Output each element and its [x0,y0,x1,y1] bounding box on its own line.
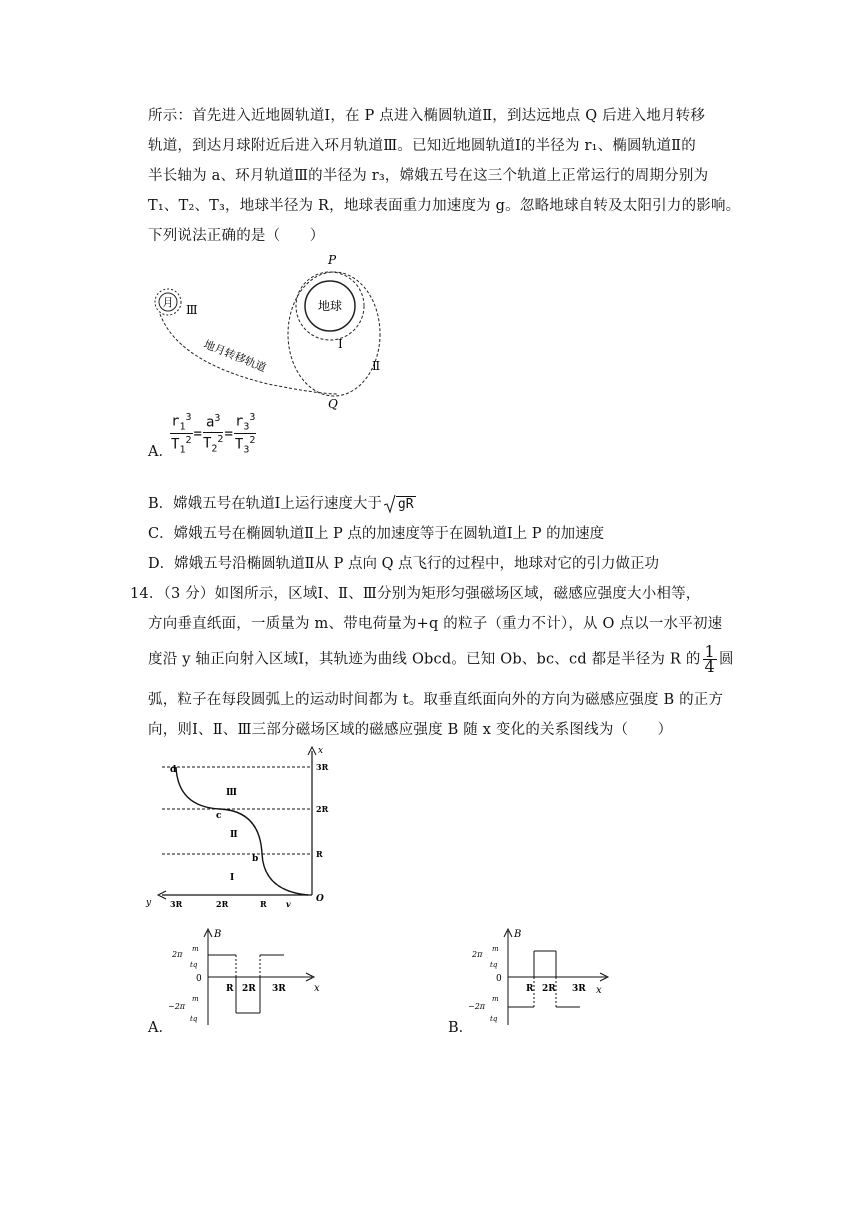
graph-a-pos-m: m [192,945,199,953]
option-c: C．嫦娥五号在椭圆轨道Ⅱ上 P 点的加速度等于在圆轨道Ⅰ上 P 的加速度 [148,526,605,542]
tick-R-vert: R [316,849,323,859]
point-d-label: d [170,765,177,775]
tick-R-horiz: R [260,899,267,909]
graph-b [468,925,628,1037]
frac-r1: $\frac{r_1^3}{T_1^2}$ [171,412,192,456]
graph-a-zero: 0 [196,974,202,984]
graph-a-axis-B: B [214,929,222,940]
transfer-label: 地月转移轨道 [201,337,268,375]
axis-x-label: x [318,746,324,756]
option-b-text: B．嫦娥五号在轨道Ⅰ上运行速度大于 [148,496,382,512]
option-d: D．嫦娥五号沿椭圆轨道Ⅱ从 P 点向 Q 点飞行的过程中，地球对它的引力做正功 [148,556,660,572]
graph-a-tick-2R: 2R [242,984,256,994]
velocity-label: v [286,899,291,909]
graph-a-neg-m: m [192,995,199,1003]
earth-label: 地球 [317,299,343,313]
option-a-label: A． [148,444,173,460]
q14-line-4: 弧，粒子在每段圆弧上的运动时间都为 t。取垂直纸面向外的方向为磁感应强度 B 的正方 [148,692,724,708]
graph-a-tick-R: R [226,984,234,994]
graph-b-pos-m: m [492,945,499,953]
orbit2-ellipse [288,272,380,396]
option-b-sqrt [384,496,416,512]
q14-line-5: 向，则Ⅰ、Ⅱ、Ⅲ三部分磁场区域的磁感应强度 B 随 x 变化的关系图线为（ ） [148,722,673,738]
intro-line-2: 轨道，到达月球附近后进入环月轨道Ⅲ。已知近地圆轨道Ⅰ的半径为 r₁、椭圆轨道Ⅱ的 [148,138,696,154]
graph-b-tick-2R: 2R [542,984,556,994]
region-1-label: Ⅰ [230,873,235,883]
graph-a-pos-coef: 2π [172,950,183,959]
graph-b-label: B． [448,1020,474,1036]
option-a-equation: $\frac{r_1^3}{T_1^2}$ = $\frac{a^3}{T_2^2}$ = $\frac{r_3^3}{T_3^2}$ [171,412,256,456]
q14-line-3: 度沿 y 轴正向射入区域Ⅰ，其轨迹为曲线 Obcd。已知 Ob、bc、cd 都是半径为 R 的 $\frac{1}{4}$ 圆 [148,642,734,676]
trajectory-curve [176,767,308,895]
tick-2R-horiz: 2R [216,899,229,909]
graph-a-label: A． [148,1020,173,1036]
moon-label: 月 [162,296,174,309]
orbit1-label: Ⅰ [338,337,343,351]
tick-3R-horiz: 3R [170,899,183,909]
graph-b-neg-tq: tq [490,1015,498,1023]
graph-b-axis-x: x [596,985,602,996]
graph-b-pos-tq: tq [490,961,498,969]
frac-a: $\frac{a^3}{T_2^2}$ [202,413,224,455]
intro-line-3: 半长轴为 a、环月轨道Ⅲ的半径为 r₃，嫦娥五号在这三个轨道上正常运行的周期分别为 [148,168,709,184]
option-b-radicand: gR [397,497,414,512]
region-2-label: Ⅱ [230,830,238,840]
frac-r3: $\frac{r_3^3}{T_3^2}$ [234,412,256,456]
p-label: P [328,253,337,267]
q-label: Q [328,397,338,411]
quarter-fraction: $\frac{1}{4}$ [704,642,715,676]
point-b-label: b [252,854,259,864]
graph-b-tick-3R: 3R [572,984,586,994]
graph-b-axis-B: B [514,929,522,940]
intro-line-5: 下列说法正确的是（ ） [148,228,325,244]
graph-a-axis-x: x [314,983,320,994]
graph-a [168,925,328,1037]
orbit2-label: Ⅱ [372,359,381,373]
graph-a-neg-tq: tq [190,1015,198,1023]
option-b [148,492,416,513]
graph-b-pos-coef: 2π [472,950,483,959]
tick-3R-vert: 3R [316,762,329,772]
orbit-figure [148,252,398,412]
graph-a-neg-coef: −2π [168,1002,186,1011]
graph-b-neg-coef: −2π [468,1002,486,1011]
graph-a-pos-tq: tq [190,961,198,969]
q14-line-2: 方向垂直纸面，一质量为 m、带电荷量为+q 的粒子（重力不计），从 O 点以一水平初速 [148,616,723,632]
q14-line-1: 14．（3 分）如图所示，区域Ⅰ、Ⅱ、Ⅲ分别为矩形匀强磁场区域，磁感应强度大小相等， [130,586,701,602]
graph-b-zero: 0 [496,974,502,984]
graph-b-tick-R: R [526,984,534,994]
tick-2R-vert: 2R [316,804,329,814]
axis-y-label: y [146,898,152,908]
orbit3-label: Ⅲ [186,303,198,317]
region-3-label: Ⅲ [226,788,237,798]
field-figure [140,745,340,915]
intro-line-4: T₁、T₂、T₃，地球半径为 R，地球表面重力加速度为 g。忽略地球自转及太阳引力的影响。 [148,198,741,214]
origin-label: O [316,894,324,904]
graph-a-tick-3R: 3R [272,984,286,994]
intro-line-1: 所示：首先进入近地圆轨道Ⅰ，在 P 点进入椭圆轨道Ⅱ，到达远地点 Q 后进入地月转移 [148,108,706,124]
point-c-label: c [216,811,222,821]
graph-b-neg-m: m [492,995,499,1003]
